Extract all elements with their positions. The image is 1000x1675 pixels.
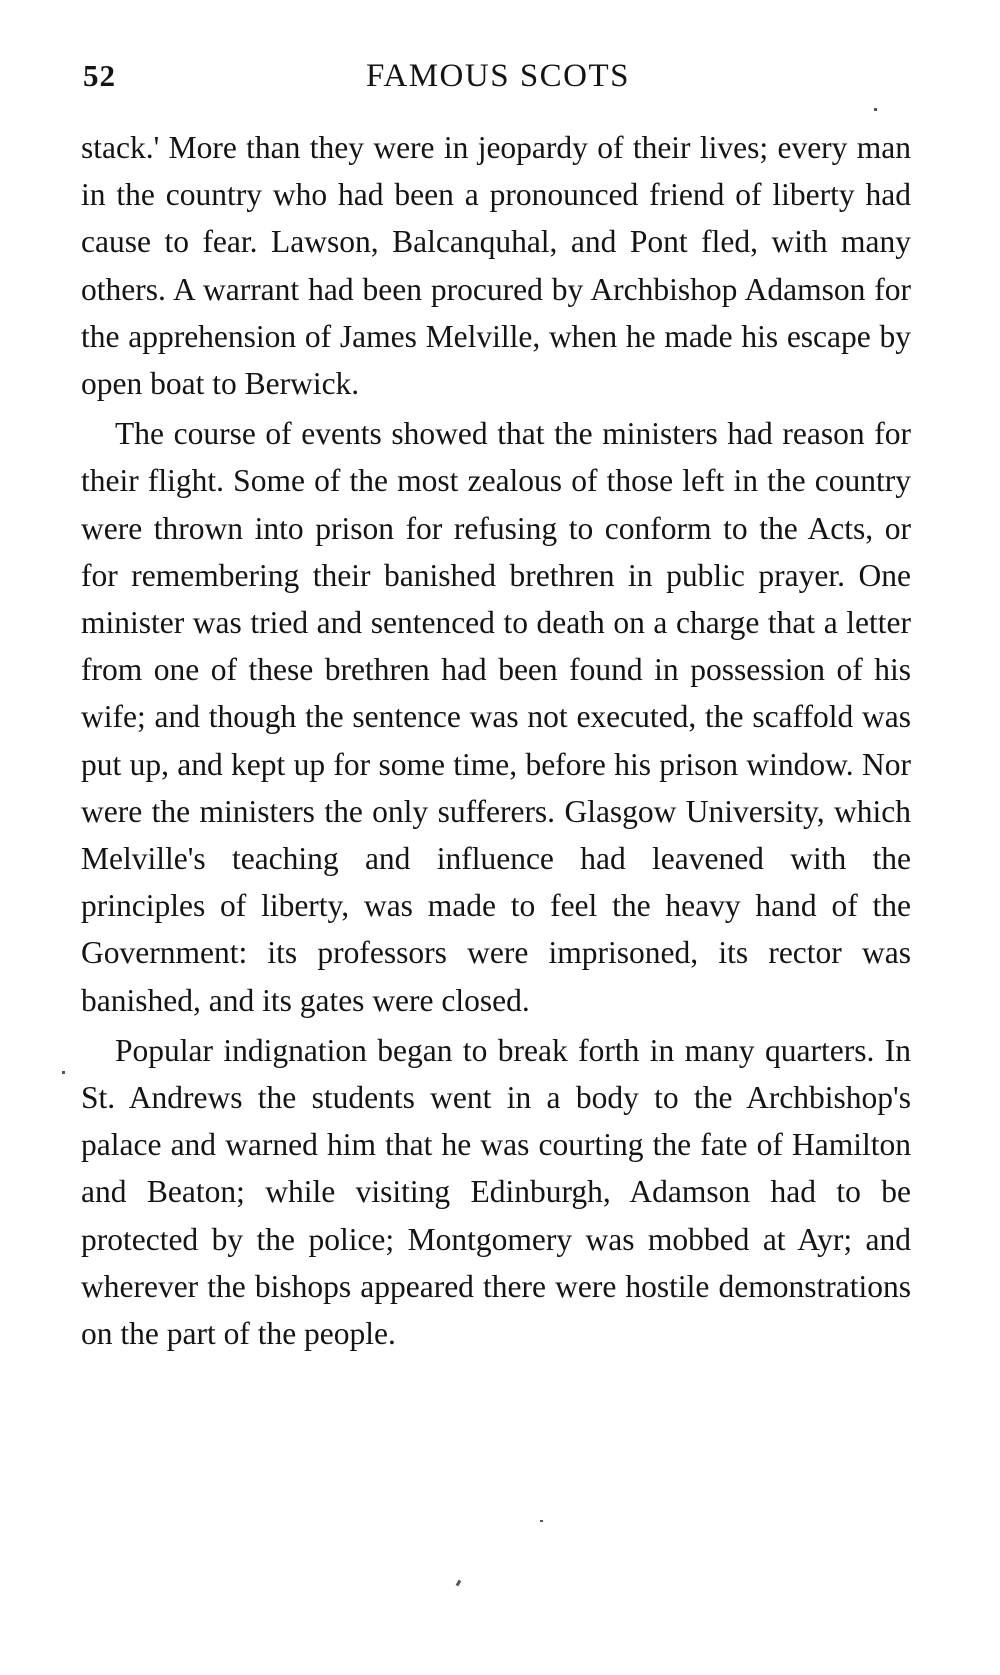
running-title: FAMOUS SCOTS (365, 58, 631, 94)
paragraph-3: Popular indignation began to break forth in many quarters. In St. Andrews the students went in a body to the Archbishop's palace and warned him that he was courting the fate of Hamilton and Beaton; while visiting Edinburgh, Adamson had to be protected by the police; Montgomery was mobbed at Ayr; and wherever the bishops appeared there were hostile demonstrations on the part of the people. (81, 1032, 911, 1352)
paragraph-2: The course of events showed that the ministers had reason for their flight. Some of the most zealous of those left in the country were thrown into prison for refusing to conform to the Acts, or for remembering their banished brethren in public prayer. One minister was tried and sentenced to death on a charge that a letter from one of these brethren had been found in possession of his wife; and though the sentence was not executed, the scaffold was put up, and kept up for some time, before his prison window. Nor were the ministers the only sufferers. Glasgow University, which Melville's teaching and influence had leavened with the principles of liberty, was made to feel the heavy hand of the Government: its professors were imprisoned, its rector was banished, and its gates were closed. (81, 416, 911, 1018)
page-header (83, 52, 913, 100)
page-number: 52 (83, 58, 116, 93)
print-speck (62, 1071, 65, 1074)
print-speck (456, 1580, 462, 1587)
paragraph-1: stack.' More than they were in jeopardy of their lives; every man in the country who had been a pronounced friend of liberty had cause to fear. Lawson, Balcanquhal, and Pont fled, with many others. A warrant had been procured by Archbishop Adamson for the apprehension of James Melville, when he made his escape by open boat to Berwick. (81, 130, 911, 402)
print-speck (874, 108, 877, 111)
body-text (81, 124, 911, 1357)
print-speck (540, 1520, 543, 1522)
